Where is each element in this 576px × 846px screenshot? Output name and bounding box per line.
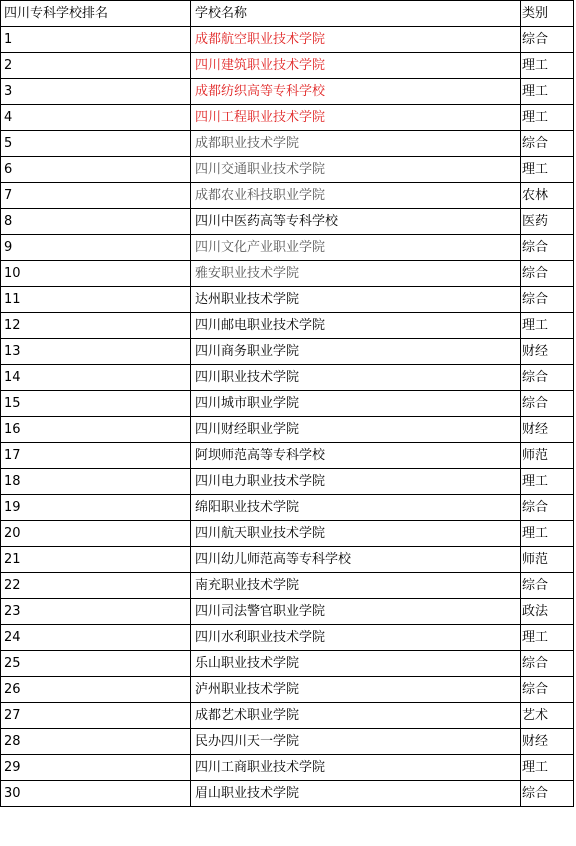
table-row xyxy=(1,521,574,547)
category-cell: 综合 xyxy=(521,651,574,677)
table-row xyxy=(1,443,574,469)
category-cell: 综合 xyxy=(521,131,574,157)
table-row xyxy=(1,391,574,417)
category-cell: 师范 xyxy=(521,443,574,469)
category-cell: 医药 xyxy=(521,209,574,235)
school-name-cell: 四川商务职业学院 xyxy=(191,339,521,365)
rank-cell: 2 xyxy=(1,53,191,79)
rank-cell: 22 xyxy=(1,573,191,599)
rank-cell: 18 xyxy=(1,469,191,495)
rank-cell: 1 xyxy=(1,27,191,53)
school-name-cell: 成都艺术职业学院 xyxy=(191,703,521,729)
category-cell: 综合 xyxy=(521,365,574,391)
school-name-cell: 四川建筑职业技术学院 xyxy=(191,53,521,79)
table-row xyxy=(1,625,574,651)
header-rank: 四川专科学校排名 xyxy=(1,1,191,27)
table-body xyxy=(1,1,574,807)
category-cell: 理工 xyxy=(521,521,574,547)
table-row xyxy=(1,755,574,781)
school-name-cell: 南充职业技术学院 xyxy=(191,573,521,599)
table-row xyxy=(1,131,574,157)
school-name-cell: 民办四川天一学院 xyxy=(191,729,521,755)
category-cell: 财经 xyxy=(521,417,574,443)
table-row xyxy=(1,495,574,521)
category-cell: 综合 xyxy=(521,573,574,599)
rank-cell: 30 xyxy=(1,781,191,807)
rank-cell: 6 xyxy=(1,157,191,183)
rank-cell: 27 xyxy=(1,703,191,729)
table-row xyxy=(1,547,574,573)
table-row xyxy=(1,287,574,313)
table-header-row xyxy=(1,1,574,27)
school-name-cell: 达州职业技术学院 xyxy=(191,287,521,313)
table-row xyxy=(1,729,574,755)
rank-cell: 23 xyxy=(1,599,191,625)
table-row xyxy=(1,703,574,729)
header-category: 类别 xyxy=(521,1,574,27)
rank-cell: 5 xyxy=(1,131,191,157)
category-cell: 综合 xyxy=(521,287,574,313)
rank-cell: 24 xyxy=(1,625,191,651)
school-name-cell: 成都纺织高等专科学校 xyxy=(191,79,521,105)
rank-cell: 11 xyxy=(1,287,191,313)
rank-cell: 15 xyxy=(1,391,191,417)
rank-cell: 17 xyxy=(1,443,191,469)
table-row xyxy=(1,105,574,131)
table-row xyxy=(1,677,574,703)
rank-cell: 28 xyxy=(1,729,191,755)
category-cell: 理工 xyxy=(521,625,574,651)
category-cell: 综合 xyxy=(521,235,574,261)
school-name-cell: 泸州职业技术学院 xyxy=(191,677,521,703)
school-name-cell: 四川邮电职业技术学院 xyxy=(191,313,521,339)
rank-cell: 26 xyxy=(1,677,191,703)
table-row xyxy=(1,573,574,599)
category-cell: 综合 xyxy=(521,27,574,53)
rank-cell: 16 xyxy=(1,417,191,443)
school-name-cell: 四川幼儿师范高等专科学校 xyxy=(191,547,521,573)
header-school-name: 学校名称 xyxy=(191,1,521,27)
table-row xyxy=(1,781,574,807)
category-cell: 财经 xyxy=(521,729,574,755)
school-name-cell: 四川水利职业技术学院 xyxy=(191,625,521,651)
rank-cell: 14 xyxy=(1,365,191,391)
table-row xyxy=(1,209,574,235)
table-row xyxy=(1,235,574,261)
rank-cell: 29 xyxy=(1,755,191,781)
school-name-cell: 眉山职业技术学院 xyxy=(191,781,521,807)
school-name-cell: 四川工商职业技术学院 xyxy=(191,755,521,781)
category-cell: 理工 xyxy=(521,53,574,79)
rank-cell: 9 xyxy=(1,235,191,261)
category-cell: 理工 xyxy=(521,469,574,495)
table-row xyxy=(1,79,574,105)
school-name-cell: 四川职业技术学院 xyxy=(191,365,521,391)
table-row xyxy=(1,339,574,365)
rank-cell: 7 xyxy=(1,183,191,209)
rank-cell: 20 xyxy=(1,521,191,547)
rank-cell: 13 xyxy=(1,339,191,365)
table-row xyxy=(1,261,574,287)
school-name-cell: 四川电力职业技术学院 xyxy=(191,469,521,495)
table-row xyxy=(1,599,574,625)
school-name-cell: 雅安职业技术学院 xyxy=(191,261,521,287)
school-name-cell: 四川交通职业技术学院 xyxy=(191,157,521,183)
rank-cell: 4 xyxy=(1,105,191,131)
school-name-cell: 阿坝师范高等专科学校 xyxy=(191,443,521,469)
table-row xyxy=(1,53,574,79)
category-cell: 综合 xyxy=(521,261,574,287)
table-row xyxy=(1,27,574,53)
school-name-cell: 四川城市职业学院 xyxy=(191,391,521,417)
school-name-cell: 四川司法警官职业学院 xyxy=(191,599,521,625)
school-name-cell: 四川中医药高等专科学校 xyxy=(191,209,521,235)
rank-cell: 3 xyxy=(1,79,191,105)
table-row xyxy=(1,417,574,443)
category-cell: 综合 xyxy=(521,677,574,703)
category-cell: 师范 xyxy=(521,547,574,573)
category-cell: 理工 xyxy=(521,157,574,183)
school-name-cell: 绵阳职业技术学院 xyxy=(191,495,521,521)
table-row xyxy=(1,365,574,391)
school-name-cell: 成都航空职业技术学院 xyxy=(191,27,521,53)
school-name-cell: 成都职业技术学院 xyxy=(191,131,521,157)
school-name-cell: 四川文化产业职业学院 xyxy=(191,235,521,261)
category-cell: 理工 xyxy=(521,313,574,339)
school-name-cell: 四川工程职业技术学院 xyxy=(191,105,521,131)
school-name-cell: 成都农业科技职业学院 xyxy=(191,183,521,209)
category-cell: 综合 xyxy=(521,391,574,417)
category-cell: 理工 xyxy=(521,105,574,131)
rank-cell: 12 xyxy=(1,313,191,339)
category-cell: 综合 xyxy=(521,781,574,807)
rank-cell: 8 xyxy=(1,209,191,235)
rank-cell: 25 xyxy=(1,651,191,677)
category-cell: 理工 xyxy=(521,79,574,105)
rank-cell: 10 xyxy=(1,261,191,287)
table-row xyxy=(1,469,574,495)
category-cell: 财经 xyxy=(521,339,574,365)
table-row xyxy=(1,651,574,677)
category-cell: 理工 xyxy=(521,755,574,781)
category-cell: 政法 xyxy=(521,599,574,625)
category-cell: 艺术 xyxy=(521,703,574,729)
school-name-cell: 四川财经职业学院 xyxy=(191,417,521,443)
rank-cell: 21 xyxy=(1,547,191,573)
school-name-cell: 乐山职业技术学院 xyxy=(191,651,521,677)
table-row xyxy=(1,183,574,209)
table-row xyxy=(1,157,574,183)
category-cell: 农林 xyxy=(521,183,574,209)
rank-cell: 19 xyxy=(1,495,191,521)
category-cell: 综合 xyxy=(521,495,574,521)
table-row xyxy=(1,313,574,339)
school-name-cell: 四川航天职业技术学院 xyxy=(191,521,521,547)
